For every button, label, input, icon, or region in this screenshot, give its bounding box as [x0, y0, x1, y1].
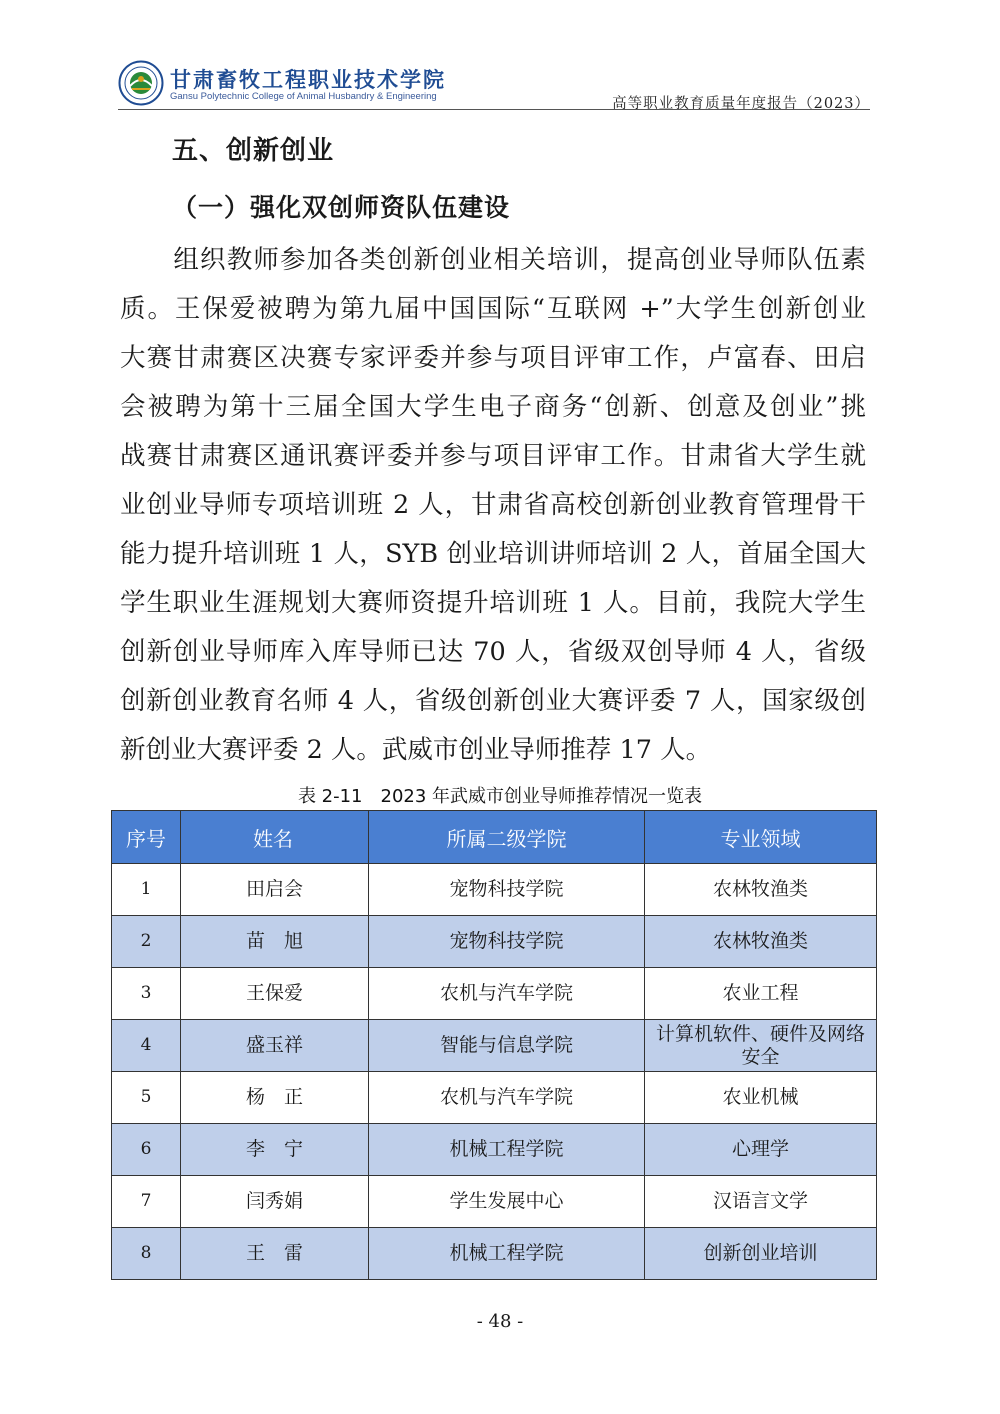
- row-field: 农业机械: [645, 1072, 877, 1124]
- row-college: 农机与汽车学院: [369, 968, 645, 1020]
- row-name: 杨 正: [181, 1072, 369, 1124]
- row-field: 创新创业培训: [645, 1228, 877, 1280]
- row-index: 4: [112, 1020, 181, 1072]
- row-name: 田启会: [181, 864, 369, 916]
- row-index: 1: [112, 864, 181, 916]
- row-field: 汉语言文学: [645, 1176, 877, 1228]
- row-name: 闫秀娟: [181, 1176, 369, 1228]
- section-subheading: （一）强化双创师资队伍建设: [172, 193, 511, 222]
- paragraph-line: 会被聘为第十三届全国大学生电子商务“创新、创意及创业”挑: [120, 392, 866, 422]
- mentor-table: [111, 810, 877, 1280]
- report-title: 高等职业教育质量年度报告（2023）: [612, 96, 870, 112]
- row-name: 王保爱: [181, 968, 369, 1020]
- table-row: [112, 1228, 877, 1280]
- column-header-name: 姓名: [181, 811, 369, 864]
- row-field: 计算机软件、硬件及网络安全: [645, 1020, 877, 1072]
- row-name: 李 宁: [181, 1124, 369, 1176]
- header-divider: [118, 109, 870, 110]
- table-header-row: [112, 811, 877, 864]
- paragraph-line: 组织教师参加各类创新创业相关培训，提高创业导师队伍素: [120, 245, 866, 275]
- row-college: 学生发展中心: [369, 1176, 645, 1228]
- row-field: 农业工程: [645, 968, 877, 1020]
- row-name: 盛玉祥: [181, 1020, 369, 1072]
- paragraph-line: 战赛甘肃赛区通讯赛评委并参与项目评审工作。甘肃省大学生就: [120, 441, 866, 471]
- row-college: 宠物科技学院: [369, 916, 645, 968]
- row-college: 机械工程学院: [369, 1124, 645, 1176]
- section-heading: 五、创新创业: [172, 136, 335, 166]
- paragraph-line: 创新创业教育名师 4 人，省级创新创业大赛评委 7 人，国家级创: [120, 686, 866, 716]
- page-number: - 48 -: [476, 1311, 524, 1332]
- table-row: [112, 916, 877, 968]
- college-emblem-icon: [118, 60, 164, 106]
- row-index: 6: [112, 1124, 181, 1176]
- row-index: 8: [112, 1228, 181, 1280]
- row-college: 宠物科技学院: [369, 864, 645, 916]
- row-college: 智能与信息学院: [369, 1020, 645, 1072]
- row-index: 5: [112, 1072, 181, 1124]
- row-field: 心理学: [645, 1124, 877, 1176]
- paragraph-line: 大赛甘肃赛区决赛专家评委并参与项目评审工作，卢富春、田启: [120, 343, 866, 373]
- row-name: 王 雷: [181, 1228, 369, 1280]
- table-row: [112, 968, 877, 1020]
- table-row: [112, 1176, 877, 1228]
- paragraph-line: 创新创业导师库入库导师已达 70 人，省级双创导师 4 人，省级: [120, 637, 866, 667]
- college-name-en: Gansu Polytechnic College of Animal Husbandry & Engineering: [170, 91, 437, 102]
- table-caption: 表 2-11 2023 年武威市创业导师推荐情况一览表: [297, 786, 703, 807]
- paragraph-line: 能力提升培训班 1 人，SYB 创业培训讲师培训 2 人，首届全国大: [120, 539, 866, 569]
- row-name: 苗 旭: [181, 916, 369, 968]
- column-header-index: 序号: [112, 811, 181, 864]
- row-field: 农林牧渔类: [645, 864, 877, 916]
- table-row: [112, 864, 877, 916]
- row-index: 2: [112, 916, 181, 968]
- row-index: 3: [112, 968, 181, 1020]
- row-field: 农林牧渔类: [645, 916, 877, 968]
- table-row: [112, 1124, 877, 1176]
- paragraph-line: 学生职业生涯规划大赛师资提升培训班 1 人。目前，我院大学生: [120, 588, 866, 618]
- paragraph-line: 新创业大赛评委 2 人。武威市创业导师推荐 17 人。: [120, 735, 712, 765]
- page-header: [118, 58, 870, 110]
- row-college: 农机与汽车学院: [369, 1072, 645, 1124]
- table-row: [112, 1020, 877, 1072]
- column-header-field: 专业领域: [645, 811, 877, 864]
- column-header-college: 所属二级学院: [369, 811, 645, 864]
- paragraph-line: 业创业导师专项培训班 2 人，甘肃省高校创新创业教育管理骨干: [120, 490, 866, 520]
- table-row: [112, 1072, 877, 1124]
- paragraph-line: 质。王保爱被聘为第九届中国国际“互联网 +”大学生创新创业: [120, 294, 866, 324]
- college-name-cn: 甘肃畜牧工程职业技术学院: [170, 68, 446, 92]
- row-index: 7: [112, 1176, 181, 1228]
- row-college: 机械工程学院: [369, 1228, 645, 1280]
- body-paragraph: [120, 236, 866, 775]
